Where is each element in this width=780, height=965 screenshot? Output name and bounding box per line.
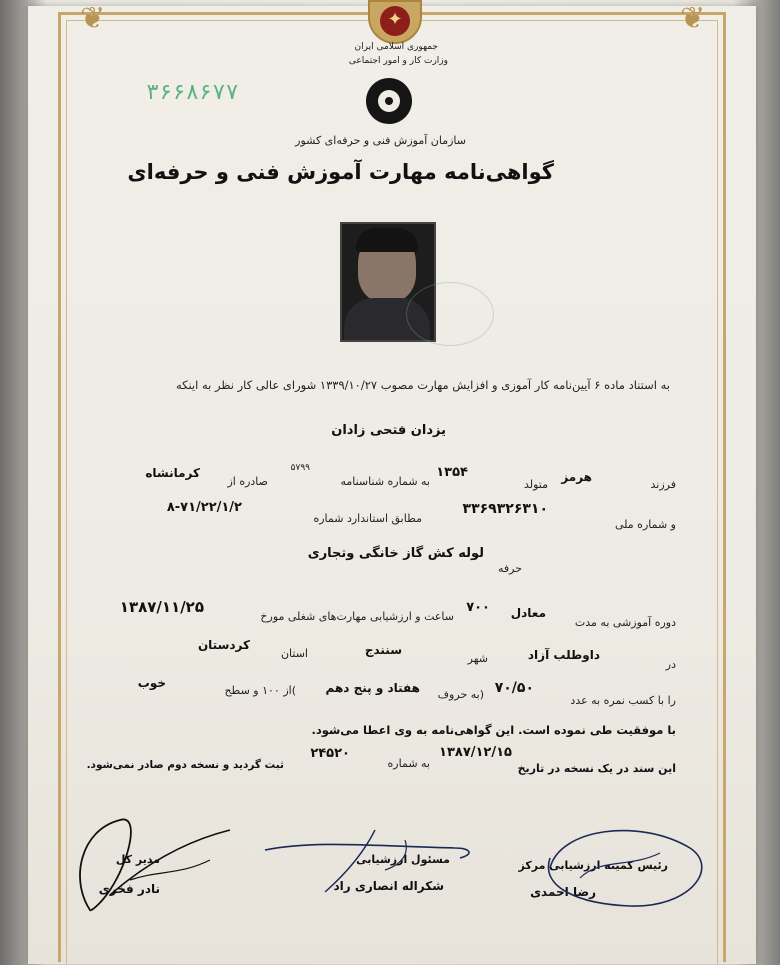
province: کردستان — [197, 638, 250, 652]
in-label: در — [665, 658, 676, 671]
birth-year: ۱۳۵۴ — [436, 465, 468, 480]
national-id: ۳۳۶۹۳۲۶۳۱۰ — [462, 501, 548, 517]
single-copy-text: این سند در یک نسخه در تاریخ — [517, 762, 676, 775]
holder-full-name: یزدان فتحی زادان — [331, 423, 446, 438]
registration-number: ۲۴۵۲۰ — [310, 746, 350, 761]
committee-title: رئیس کمیته ارزشیابی مرکز — [518, 859, 668, 872]
training-center: داوطلب آزاد — [527, 648, 600, 662]
evaluator-name: شکراله انصاری راد — [333, 879, 444, 893]
course-hours: ۷۰۰ — [466, 600, 490, 615]
national-id-label: و شماره ملی — [614, 518, 676, 531]
trade-label: حرفه — [497, 562, 522, 575]
issued-place: کرمانشاه — [145, 466, 200, 480]
success-text: با موفقیت طی نموده است. این گواهی‌نامه به وی اعطا می‌شود. — [311, 723, 676, 737]
id-number-label: به شماره شناسنامه — [340, 475, 430, 488]
gov-line-1: جمهوری اسلامی ایران — [354, 42, 438, 52]
child-of-label: فرزند — [650, 478, 676, 491]
level: خوب — [137, 676, 166, 690]
course-label: دوره آموزشی به مدت — [574, 616, 676, 629]
registered-text: ثبت گردید و نسخه دوم صادر نمی‌شود. — [86, 759, 284, 771]
director-name: نادر فخری — [98, 882, 160, 896]
born-label: متولد — [523, 478, 548, 491]
hours-text: ساعت و ارزشیابی مهارت‌های شغلی مورخ — [260, 610, 454, 623]
intro-text: به استناد ماده ۶ آیین‌نامه کار آموزی و افزایش مهارت مصوب ۱۳۳۹/۱۰/۲۷ شورای عالی کار نظر به اینکه — [175, 378, 670, 392]
director-title: مدیر کل — [115, 853, 160, 866]
gov-line-2: وزارت کار و امور اجتماعی — [348, 56, 448, 66]
city-label: شهر — [467, 652, 488, 665]
father-name: هرمز — [561, 470, 592, 484]
trade: لوله کش گاز خانگی وتجاری — [307, 546, 484, 561]
standard-label: مطابق استاندارد شماره — [313, 512, 422, 525]
number-label: به شماره — [387, 757, 430, 770]
evaluation-date: ۱۳۸۷/۱۱/۲۵ — [119, 598, 204, 616]
province-label: استان — [280, 647, 308, 660]
score: ۷۰/۵۰ — [494, 680, 534, 696]
serial-number: ۳۶۶۸۶۷۷ — [146, 80, 239, 105]
corner-ornament-right-icon: ❦ — [680, 1, 706, 36]
score-label: را با کسب نمره به عدد — [570, 694, 676, 707]
standard-number: ۸-۷۱/۲۲/۱/۲ — [166, 500, 242, 515]
corner-ornament-left-icon: ❦ — [80, 1, 106, 36]
org-name: سازمان آموزش فنی و حرفه‌ای کشور — [295, 134, 466, 147]
in-words-label: (به حروف — [437, 688, 484, 701]
evaluator-title: مسئول ارزشیابی — [356, 853, 450, 866]
issued-from-label: صادره از — [227, 475, 268, 488]
official-stamp-icon — [406, 282, 494, 346]
committee-name: رضا احمدی — [530, 885, 596, 899]
score-words: هفتاد و پنج دهم — [325, 681, 420, 695]
id-number: ۵۷۹۹ — [290, 463, 310, 473]
equivalent-label: معادل — [510, 606, 546, 620]
out-of-label: )از ۱۰۰ و سطح — [224, 684, 296, 697]
issue-date: ۱۳۸۷/۱۲/۱۵ — [439, 745, 512, 760]
holder-photo-hair — [356, 228, 418, 252]
state-emblem-glyph-icon: ✦ — [387, 9, 403, 30]
city: سنندج — [364, 643, 402, 657]
tvto-logo-core — [385, 97, 393, 105]
certificate-title: گواهی‌نامه مهارت آموزش فنی و حرفه‌ای — [127, 160, 554, 184]
